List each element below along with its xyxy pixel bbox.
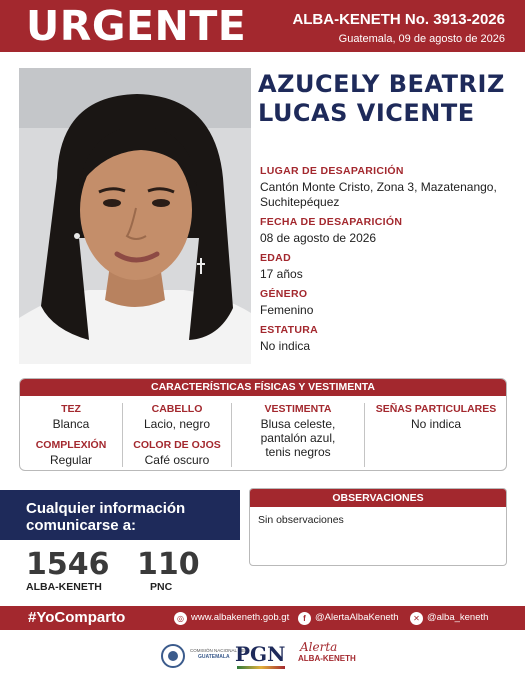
x-icon: ✕ [410,612,423,625]
field-value-gender: Femenino [260,303,314,317]
contact-line-1: Cualquier información [26,500,186,517]
col-cabello [123,403,231,467]
alerta-alba-keneth-logo [298,640,358,672]
field-label-gender: GÉNERO [260,288,308,300]
person-details [260,165,522,354]
field-label-place: LUGAR DE DESAPARICIÓN [260,165,404,177]
distinguishing-marks-label: SEÑAS PARTICULARES [375,403,497,415]
tez-label: TEZ [61,403,81,415]
name-line-2: LUCAS VICENTE [258,99,475,127]
clothing-label: VESTIMENTA [264,403,332,415]
clothing-value-1: Blusa celeste, [260,417,336,431]
facebook-text: @AlertaAlbaKeneth [315,612,399,623]
facebook-icon: f [298,612,311,625]
cabello-value: Lacio, negro [143,417,211,431]
characteristics-title: CARACTERÍSTICAS FÍSICAS Y VESTIMENTA [20,379,506,396]
cabello-label: CABELLO [151,403,203,415]
hashtag: #YoComparto [28,609,126,626]
pgn-logo [235,640,289,672]
field-value-place: Cantón Monte Cristo, Zona 3, Mazatenango, Suchitepéquez [260,180,497,209]
x-text: @alba_keneth [427,612,489,623]
field-label-height: ESTATURA [260,324,319,336]
observations-text: Sin observaciones [258,514,344,526]
issue-date: Guatemala, 09 de agosto de 2026 [338,33,505,45]
clothing-value-2: pantalón azul, [260,431,336,445]
characteristics-panel [19,378,507,471]
government-logo [160,640,247,672]
x-link[interactable] [410,611,488,625]
observations-title: OBSERVACIONES [250,489,506,507]
person-name [258,70,518,128]
globe-icon: ◎ [174,612,187,625]
phone-alba-keneth[interactable]: 1546 [26,547,110,582]
website-text: www.albakeneth.gob.gt [191,612,290,623]
alerta-text: Alerta [300,640,338,654]
pgn-text: PGN [235,642,286,666]
eye-color-label: COLOR DE OJOS [133,439,221,451]
field-value-height: No indica [260,339,311,353]
gov-logo-line-2: GUATEMALA [198,654,230,660]
complexion-label: COMPLEXIÓN [35,439,107,451]
contact-banner [0,490,240,540]
website-link[interactable] [174,611,289,625]
field-label-date: FECHA DE DESAPARICIÓN [260,216,403,228]
pgn-stripe [237,666,285,669]
complexion-value: Regular [49,453,93,467]
col-senas [365,403,507,431]
urgent-title: URGENTE [26,2,247,50]
header-bar [0,0,525,52]
clothing-value-3: tenis negros [265,445,331,459]
gov-logo-line-1: COMISIÓN NACIONAL DEL [190,648,247,653]
eye-color-value: Café oscuro [144,453,210,467]
footer-bar [0,606,525,630]
observations-panel [249,488,507,566]
person-photo [19,68,251,364]
facebook-link[interactable] [298,611,399,625]
distinguishing-marks-value: No indica [410,417,462,431]
tez-value: Blanca [52,417,90,431]
field-value-date: 08 de agosto de 2026 [260,231,377,245]
name-line-1: AZUCELY BEATRIZ [258,70,505,98]
phone-pnc-label: PNC [150,581,173,593]
col-vestimenta [232,403,364,459]
col-tez [20,403,122,467]
phone-pnc[interactable]: 110 [137,547,200,582]
case-number: ALBA-KENETH No. 3913-2026 [292,11,505,28]
contact-line-2: comunicarse a: [26,517,137,534]
phone-alba-keneth-label: ALBA-KENETH [26,581,102,593]
field-value-age: 17 años [260,267,303,281]
alba-keneth-text: ALBA-KENETH [298,654,356,663]
field-label-age: EDAD [260,252,291,264]
